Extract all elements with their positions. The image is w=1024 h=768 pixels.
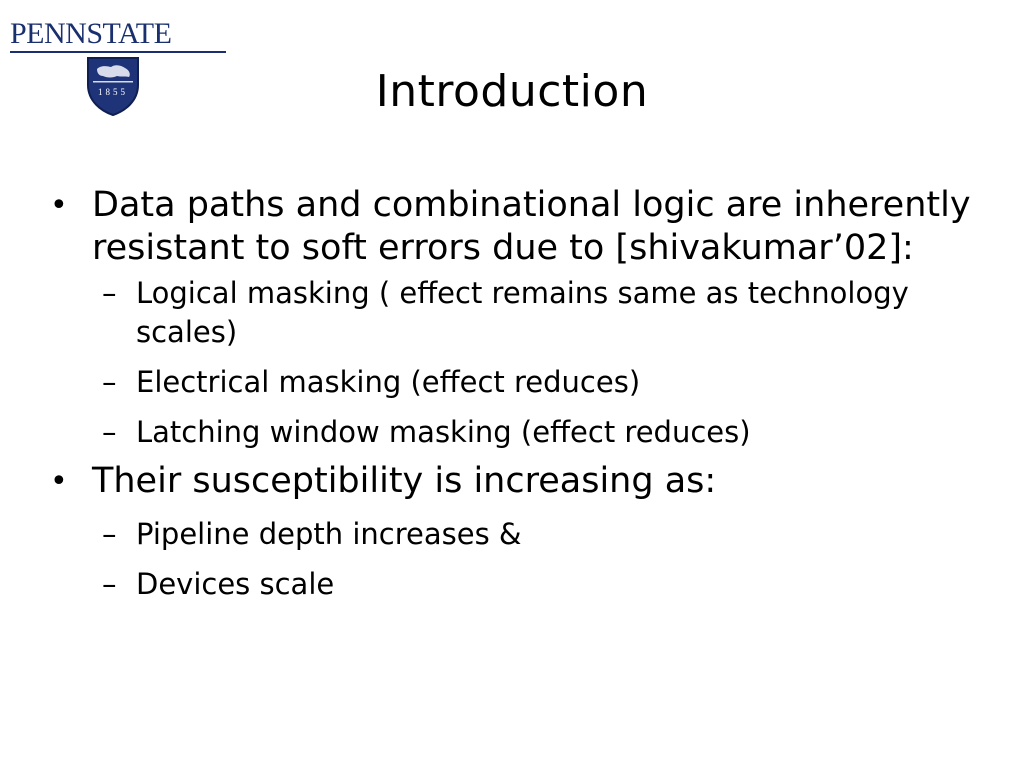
bullet-glyph: •	[50, 464, 68, 499]
sub-bullet-text: Electrical masking (effect reduces)	[136, 365, 641, 399]
bullet-text: Their susceptibility is increasing as:	[92, 461, 717, 501]
logo-wordmark-state: STATE	[86, 17, 172, 50]
dash-glyph: –	[102, 567, 117, 601]
sub-bullet-item	[50, 515, 980, 554]
dash-glyph: –	[102, 365, 117, 399]
sub-bullet-item	[50, 413, 980, 452]
logo-year: 1855	[98, 87, 128, 97]
logo-wordmark	[10, 18, 171, 50]
dash-glyph: –	[102, 415, 117, 449]
sub-bullet-item	[50, 363, 980, 402]
sub-bullet-text: Latching window masking (effect reduces)	[136, 415, 751, 449]
bullet-text: Data paths and combinational logic are inherently resistant to soft errors due to [shivakumar’02]:	[92, 185, 971, 268]
bullet-glyph: •	[50, 188, 68, 223]
bullet-item	[50, 460, 980, 503]
sub-bullet-item	[50, 565, 980, 604]
sub-bullet-text: Pipeline depth increases &	[136, 517, 522, 551]
logo-rule	[10, 51, 226, 53]
slide-title: Introduction	[375, 66, 649, 117]
bullet-item	[50, 184, 980, 270]
sub-bullet-text: Logical masking ( effect remains same as technology scales)	[136, 276, 909, 349]
slide-content	[50, 184, 980, 604]
dash-glyph: –	[102, 276, 117, 310]
sub-bullet-item	[50, 274, 980, 352]
logo-wordmark-penn: PENN	[10, 17, 87, 50]
sub-bullet-text: Devices scale	[136, 567, 335, 601]
dash-glyph: –	[102, 517, 117, 551]
